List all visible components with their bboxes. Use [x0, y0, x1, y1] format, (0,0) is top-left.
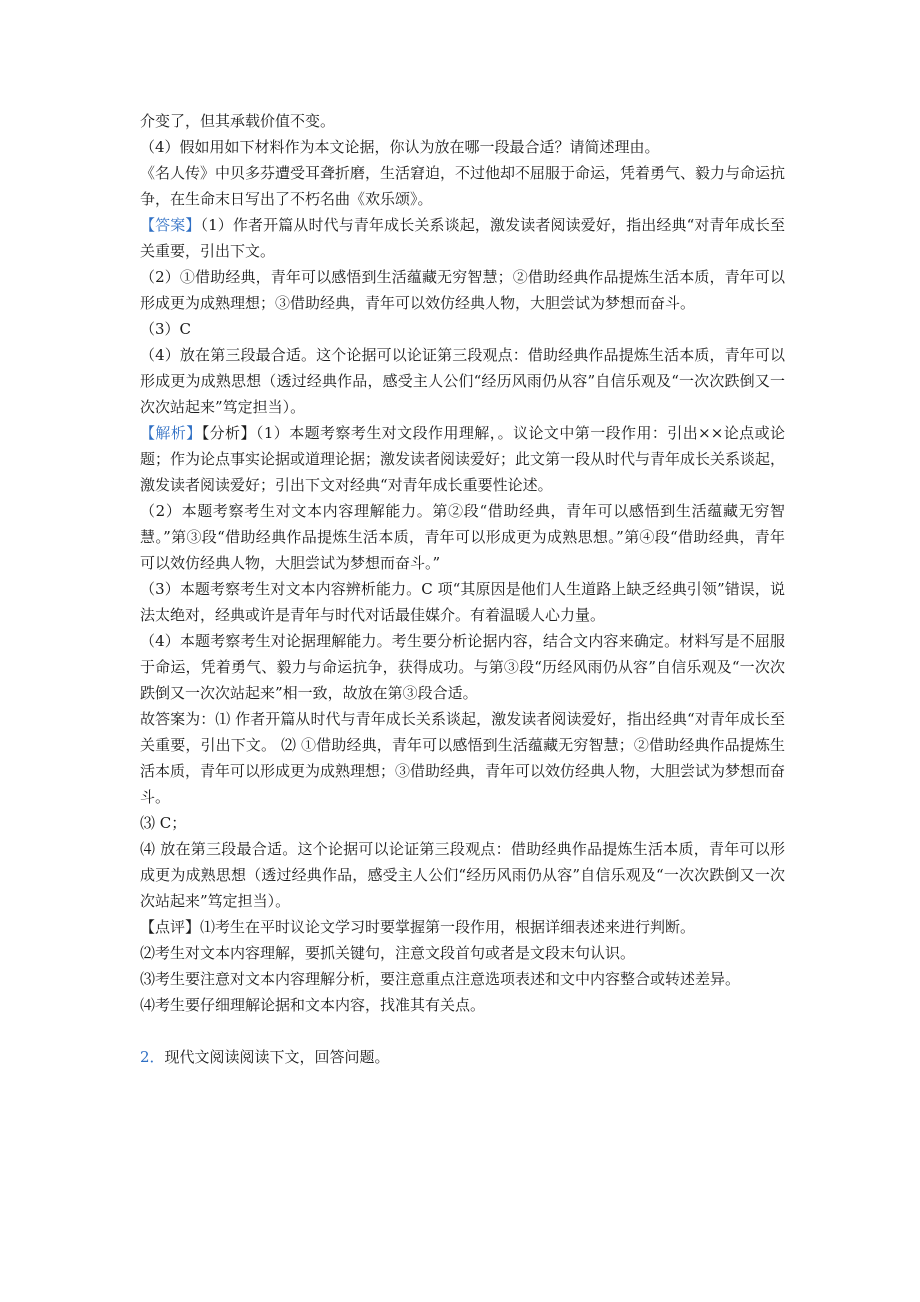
analysis-3: （3）本题考察考生对文本内容辨析能力。C 项“其原因是他们人生道路上缺乏经典引领”错误，说法太绝对，经典或许是青年与时代对话最佳媒介。有着温暖人心力量。: [140, 580, 785, 624]
answer-3: （3）C: [140, 320, 192, 338]
analysis-1-text: 【分析】（1）本题考察考生对文段作用理解，。议论文中第一段作用：引出××论点或论题；作为论点事实论据或道理论据；激发读者阅读爱好；此文第一段从时代与青年成长关系谈起，激发读者阅读爱好；引出下文对经典“对青年成长重要性论述。: [140, 424, 786, 494]
comment-3: ⑶考生要注意对文本内容理解分析，要注意重点注意选项表述和文中内容整合或转述差异。: [140, 970, 741, 988]
question-2-heading: [140, 1044, 785, 1070]
answer-tag: 【答案】: [140, 216, 201, 234]
comment-2: ⑵考生对文本内容理解，要抓关键句，注意文段首句或者是文段末句认识。: [140, 944, 636, 962]
analysis-4: （4）本题考察考生对论据理解能力。考生要分析论据内容，结合文内容来确定。材料写是不屈服于命运，凭着勇气、毅力与命运抗争，获得成功。与第③段“历经风雨仍从容”自信乐观及“一次次跌倒又一次次站起来”相一致，故放在第③段合适。: [140, 632, 785, 702]
answer-2: （2）①借助经典，青年可以感悟到生活蕴藏无穷智慧；②借助经典作品提炼生活本质，青年可以形成更为成熟理想；③借助经典，青年可以效仿经典人物，大胆尝试为梦想而奋斗。: [140, 268, 785, 312]
answer-4: （4）放在第三段最合适。这个论据可以论证第三段观点：借助经典作品提炼生活本质，青年可以形成更为成熟思想（透过经典作品，感受主人公们“经历风雨仍从容”自信乐观及“一次次跌倒又一次次站起来”笃定担当）。: [140, 346, 785, 416]
final-answer-1: 故答案为：⑴ 作者开篇从时代与青年成长关系谈起，激发读者阅读爱好，指出经典“对青年成长至关重要，引出下文。 ⑵ ①借助经典，青年可以感悟到生活蕴藏无穷智慧；②借助经典作品提炼生活本质，青年可以形成更为成熟理想；③借助经典，青年可以效仿经典人物，大胆尝试为梦想而奋斗。: [140, 710, 786, 806]
analysis-1: [140, 420, 785, 498]
analysis-2: （2）本题考察考生对文本内容理解能力。第②段“借助经典，青年可以感悟到生活蕴藏无穷智慧。”第③段“借助经典作品提炼生活本质，青年可以形成更为成熟思想。”第④段“借助经典，青年可以效仿经典人物，大胆尝试为梦想而奋斗。”: [140, 502, 785, 572]
question-2-text: 现代文阅读阅读下文，回答问题。: [164, 1048, 390, 1066]
material-text: 《名人传》中贝多芬遭受耳聋折磨，生活窘迫，不过他却不屈服于命运，凭着勇气、毅力与命运抗争，在生命末日写出了不朽名曲《欢乐颂》。: [140, 164, 786, 208]
analysis-tag: 【解析】: [140, 424, 202, 442]
final-answer-4: ⑷ 放在第三段最合适。这个论据可以论证第三段观点：借助经典作品提炼生活本质，青年可以形成更为成熟思想（透过经典作品，感受主人公们“经历风雨仍从容”自信乐观及“一次次跌倒又一次次站起来”笃定担当）。: [140, 840, 785, 910]
document-body: [140, 108, 785, 1070]
comment-1: 【点评】⑴考生在平时议论文学习时要掌握第一段作用，根据详细表述来进行判断。: [140, 918, 696, 936]
comment-4: ⑷考生要仔细理解论据和文本内容，找准其有关点。: [140, 996, 486, 1014]
question-4: （4）假如用如下材料作为本文论据，你认为放在哪一段最合适？请简述理由。: [140, 138, 660, 156]
answer-1-text: （1）作者开篇从时代与青年成长关系谈起，激发读者阅读爱好，指出经典“对青年成长至关重要，引出下文。: [140, 216, 785, 260]
text-line: 介变了，但其承载价值不变。: [140, 112, 336, 130]
final-answer-3: ⑶ C；: [140, 814, 187, 832]
spacer: [140, 1018, 785, 1044]
answer-1: [140, 212, 785, 264]
question-2-number: 2．: [140, 1048, 165, 1066]
